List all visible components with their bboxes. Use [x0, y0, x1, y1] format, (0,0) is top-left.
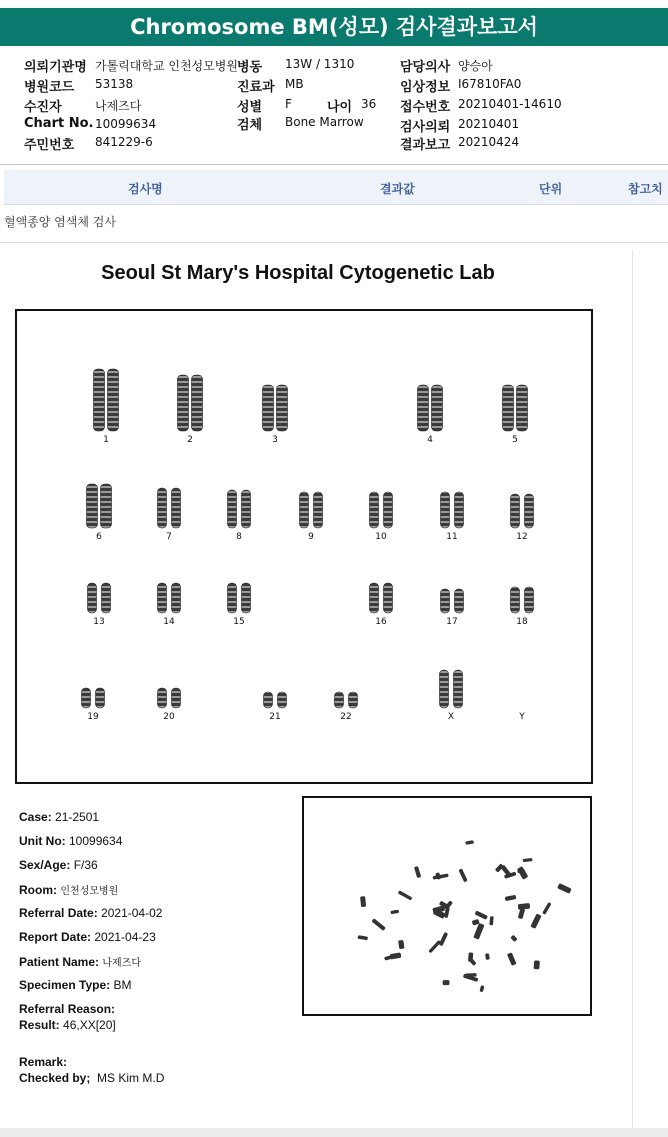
room-field: Room: 인천성모병원 — [19, 883, 119, 897]
specimen-type-field: Specimen Type: BM — [19, 978, 132, 992]
chromosome-label: 6 — [96, 532, 102, 542]
case-field: Case: 21-2501 — [19, 810, 100, 824]
chromosome-label: 2 — [187, 435, 193, 445]
patient-name-field: Patient Name: 나제즈다 — [19, 955, 142, 969]
dept: MB — [285, 77, 304, 91]
specimen-label: 검체 — [237, 118, 263, 133]
chromosome-label: X — [447, 712, 455, 722]
metaphase-chromosome — [444, 907, 450, 918]
result-field: Result: 46,XX[20] — [19, 1018, 116, 1032]
chromosome-2 — [178, 375, 189, 431]
chromosome-label: 16 — [375, 617, 387, 627]
chromosome-X — [454, 670, 463, 708]
request-date: 20210401 — [458, 117, 520, 131]
metaphase-spread — [302, 796, 592, 1016]
chromosome-14 — [158, 583, 167, 613]
chromosome-17 — [455, 589, 464, 613]
lab-title: Seoul St Mary's Hospital Cytogenetic Lab — [101, 262, 495, 284]
chromosome-label: 13 — [93, 617, 105, 627]
remark-field: Remark: — [19, 1055, 68, 1069]
footer — [0, 1128, 668, 1137]
chromosome-11 — [455, 492, 464, 528]
specimen: Bone Marrow — [285, 115, 364, 129]
chromosome-14 — [172, 583, 181, 613]
request-date-label: 검사의뢰 — [400, 120, 451, 135]
doctor: 양승아 — [458, 59, 493, 73]
metaphase-chromosome — [458, 868, 467, 882]
chromosome-17 — [441, 589, 450, 613]
chromosome-2 — [192, 375, 203, 431]
chromosome-label: 22 — [340, 712, 352, 722]
metaphase-chromosome — [360, 896, 366, 907]
accession: 20210401-14610 — [458, 97, 562, 111]
metaphase-chromosome — [439, 932, 448, 946]
clinical: I67810FA0 — [458, 77, 522, 91]
chromosome-label: 3 — [272, 435, 278, 445]
chromosome-label: 18 — [516, 617, 528, 627]
chromosome-11 — [441, 492, 450, 528]
chromosome-X — [440, 670, 449, 708]
ward-label: 병동 — [237, 60, 263, 75]
sex-label: 성별 — [237, 100, 263, 115]
sex: F — [285, 97, 292, 111]
chromosome-15 — [228, 583, 237, 613]
chromosome-label: 8 — [236, 532, 242, 542]
checked-by-field: Checked by; MS Kim M.D — [19, 1071, 165, 1085]
col-ref: 참고치 — [628, 182, 663, 196]
chromosome-3 — [277, 385, 288, 431]
chromosome-21 — [264, 692, 273, 708]
metaphase-chromosome — [534, 960, 540, 969]
chromosome-18 — [525, 587, 534, 613]
metaphase-chromosome — [518, 903, 530, 910]
metaphase-chromosome — [357, 935, 368, 940]
request-org: 가톨릭대학교 인천성모병원 — [95, 59, 238, 73]
test-name: 혈액종양 염색체 검사 — [4, 215, 116, 229]
metaphase-chromosome — [390, 910, 399, 915]
chromosome-7 — [172, 488, 181, 528]
accession-label: 접수번호 — [400, 100, 451, 115]
chromosome-19 — [96, 688, 105, 708]
metaphase-chromosome — [505, 895, 517, 901]
metaphase-chromosome — [468, 952, 473, 962]
metaphase-chromosome — [542, 902, 551, 915]
col-unit: 단위 — [539, 182, 563, 196]
chromosome-22 — [349, 692, 358, 708]
chromosome-label: 4 — [427, 435, 433, 445]
metaphase-chromosome — [517, 869, 525, 873]
chromosome-7 — [158, 488, 167, 528]
clinical-label: 임상정보 — [400, 80, 451, 95]
chromosome-label: 7 — [166, 532, 172, 542]
metaphase-chromosome — [479, 985, 484, 992]
chromosome-1 — [94, 369, 105, 431]
chromosome-9 — [300, 492, 309, 528]
metaphase-chromosome — [507, 952, 517, 966]
chromosome-label: 17 — [446, 617, 458, 627]
col-test: 검사명 — [128, 182, 163, 196]
results-table-header — [4, 170, 668, 205]
age-label: 나이 — [327, 100, 353, 115]
chromosome-15 — [242, 583, 251, 613]
chromosome-4 — [432, 385, 443, 431]
report-date-field: Report Date: 2021-04-23 — [19, 930, 156, 944]
chromosome-8 — [228, 490, 237, 528]
col-result: 결과값 — [380, 182, 415, 196]
chromosome-label: 5 — [512, 435, 518, 445]
unit-field: Unit No: 10099634 — [19, 834, 123, 848]
hospital-code: 53138 — [95, 77, 134, 91]
metaphase-chromosome — [489, 916, 493, 925]
report-date: 20210424 — [458, 135, 520, 149]
chromosome-label: 19 — [87, 712, 99, 722]
chromosome-label: 20 — [163, 712, 175, 722]
metaphase-chromosome — [428, 940, 441, 953]
chromosome-13 — [102, 583, 111, 613]
metaphase-chromosome — [510, 935, 517, 942]
chromosome-label: 11 — [446, 532, 458, 542]
metaphase-chromosome — [523, 858, 533, 862]
chromosome-10 — [384, 492, 393, 528]
metaphase-chromosome — [473, 923, 484, 940]
report-date-label: 결과보고 — [400, 138, 451, 153]
chromosome-label: 15 — [233, 617, 245, 627]
chromosome-12 — [511, 494, 520, 528]
chromosome-label: 9 — [308, 532, 314, 542]
metaphase-chromosome — [398, 890, 413, 900]
chromosome-20 — [158, 688, 167, 708]
chromosome-12 — [525, 494, 534, 528]
chart-label: Chart No. — [24, 116, 94, 131]
metaphase-chromosome — [398, 940, 404, 949]
chromosome-10 — [370, 492, 379, 528]
metaphase-chromosome — [465, 840, 474, 845]
karyogram — [15, 309, 593, 784]
sexage-field: Sex/Age: F/36 — [19, 858, 98, 872]
chromosome-6 — [87, 484, 98, 528]
referral-reason-field: Referral Reason: — [19, 1002, 116, 1016]
chart: 10099634 — [95, 117, 157, 131]
chromosome-16 — [384, 583, 393, 613]
patient-label: 수진자 — [24, 100, 62, 115]
referral-date-field: Referral Date: 2021-04-02 — [19, 906, 163, 920]
metaphase-chromosome — [384, 955, 394, 961]
chromosome-18 — [511, 587, 520, 613]
chromosome-label: 14 — [163, 617, 175, 627]
chromosome-22 — [335, 692, 344, 708]
chromosome-label: 10 — [375, 532, 387, 542]
report-title: Chromosome BM(성모) 검사결과보고서 — [0, 8, 668, 46]
patient-info — [0, 52, 668, 164]
chromosome-19 — [82, 688, 91, 708]
patient: 나제즈다 — [95, 99, 142, 113]
divider — [0, 242, 668, 243]
chromosome-6 — [101, 484, 112, 528]
hospital-code-label: 병원코드 — [24, 80, 75, 95]
chromosome-8 — [242, 490, 251, 528]
chromosome-label: 21 — [269, 712, 281, 722]
metaphase-image — [304, 798, 590, 1014]
doctor-label: 담당의사 — [400, 60, 451, 75]
chromosome-9 — [314, 492, 323, 528]
dept-label: 진료과 — [237, 80, 275, 95]
chromosome-1 — [108, 369, 119, 431]
metaphase-chromosome — [485, 953, 490, 960]
chromosome-4 — [418, 385, 429, 431]
rrn-label: 주민번호 — [24, 138, 75, 153]
chromosome-20 — [172, 688, 181, 708]
request-org-label: 의뢰기관명 — [24, 60, 87, 75]
divider — [0, 164, 668, 165]
chromosome-label: 1 — [103, 435, 109, 445]
chromosome-16 — [370, 583, 379, 613]
metaphase-chromosome — [443, 980, 450, 985]
metaphase-chromosome — [475, 910, 488, 919]
ward: 13W / 1310 — [285, 57, 355, 71]
chromosome-3 — [263, 385, 274, 431]
metaphase-chromosome — [371, 918, 385, 931]
rrn: 841229-6 — [95, 135, 153, 149]
chromosome-5 — [517, 385, 528, 431]
chromosome-5 — [503, 385, 514, 431]
chromosome-label: Y — [519, 712, 525, 722]
age: 36 — [361, 97, 377, 111]
chromosome-13 — [88, 583, 97, 613]
metaphase-chromosome — [518, 908, 525, 919]
metaphase-chromosome — [557, 883, 572, 894]
metaphase-chromosome — [530, 913, 541, 928]
chromosome-label: 12 — [516, 532, 528, 542]
chromosome-21 — [278, 692, 287, 708]
metaphase-chromosome — [414, 866, 421, 878]
